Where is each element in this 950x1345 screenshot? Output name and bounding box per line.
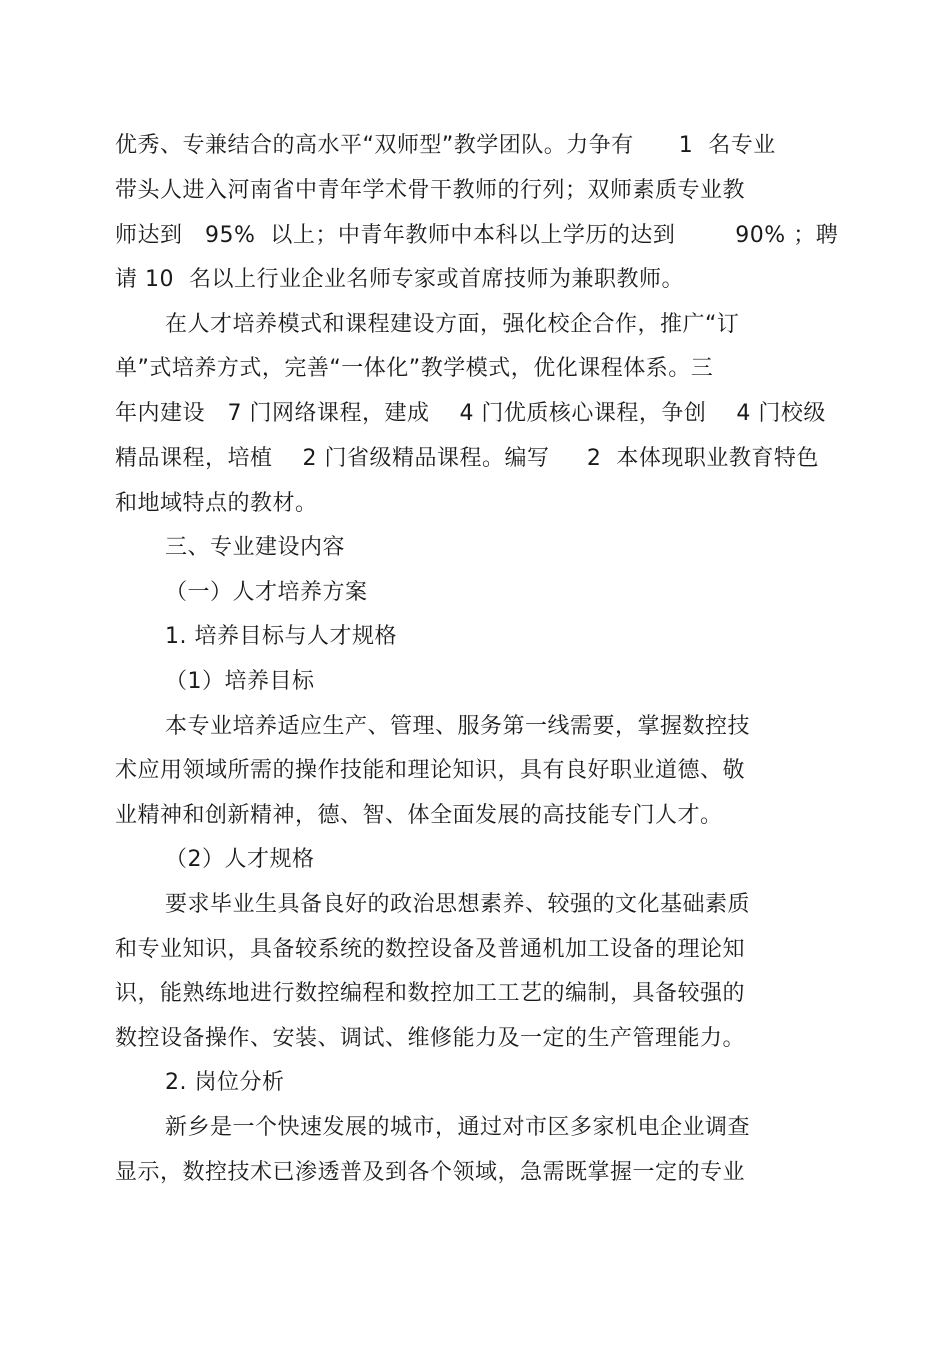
- subsection-heading: 1. 培养目标与人才规格: [165, 624, 397, 649]
- text-line: 和专业知识，具备较系统的数控设备及普通机加工设备的理论知: [115, 937, 746, 962]
- text-line: 本专业培养适应生产、管理、服务第一线需要，掌握数控技: [165, 714, 751, 739]
- text-line: 要求毕业生具备良好的政治思想素养、较强的文化基础素质: [165, 892, 751, 917]
- text-line: 精品课程，培植 2 门省级精品课程。编写 2 本体现职业教育特色: [115, 446, 819, 471]
- text-line: 业精神和创新精神，德、智、体全面发展的高技能专门人才。: [115, 803, 723, 828]
- subsection-heading: （1）培养目标: [165, 669, 315, 694]
- subsection-heading: （2）人才规格: [165, 847, 315, 872]
- text-line: 在人才培养模式和课程建设方面，强化校企合作，推广“订: [165, 312, 740, 337]
- text-line: 带头人进入河南省中青年学术骨干教师的行列；双师素质专业教: [115, 178, 746, 203]
- subsection-heading: 2. 岗位分析: [165, 1070, 285, 1095]
- text-line: 显示，数控技术已渗透普及到各个领域，急需既掌握一定的专业: [115, 1160, 746, 1185]
- text-line: 优秀、专兼结合的高水平“双师型”教学团队。力争有 1 名专业: [115, 133, 776, 158]
- text-line: 单”式培养方式，完善“一体化”教学模式，优化课程体系。三: [115, 356, 714, 381]
- text-line: 和地域特点的教材。: [115, 491, 318, 516]
- text-line: 请 10 名以上行业企业名师专家或首席技师为兼职教师。: [115, 267, 684, 292]
- text-line: 年内建设 7 门网络课程，建成 4 门优质核心课程，争创 4 门校级: [115, 401, 826, 426]
- section-heading: 三、专业建设内容: [165, 535, 346, 560]
- text-line: 数控设备操作、安装、调试、维修能力及一定的生产管理能力。: [115, 1026, 746, 1051]
- text-line: 师达到 95% 以上；中青年教师中本科以上学历的达到 90% ；聘: [115, 223, 839, 248]
- subsection-heading: （一）人才培养方案: [165, 580, 368, 605]
- text-line: 识，能熟练地进行数控编程和数控加工工艺的编制，具备较强的: [115, 981, 746, 1006]
- text-line: 术应用领域所需的操作技能和理论知识，具有良好职业道德、敬: [115, 758, 746, 783]
- text-line: 新乡是一个快速发展的城市，通过对市区多家机电企业调查: [165, 1115, 751, 1140]
